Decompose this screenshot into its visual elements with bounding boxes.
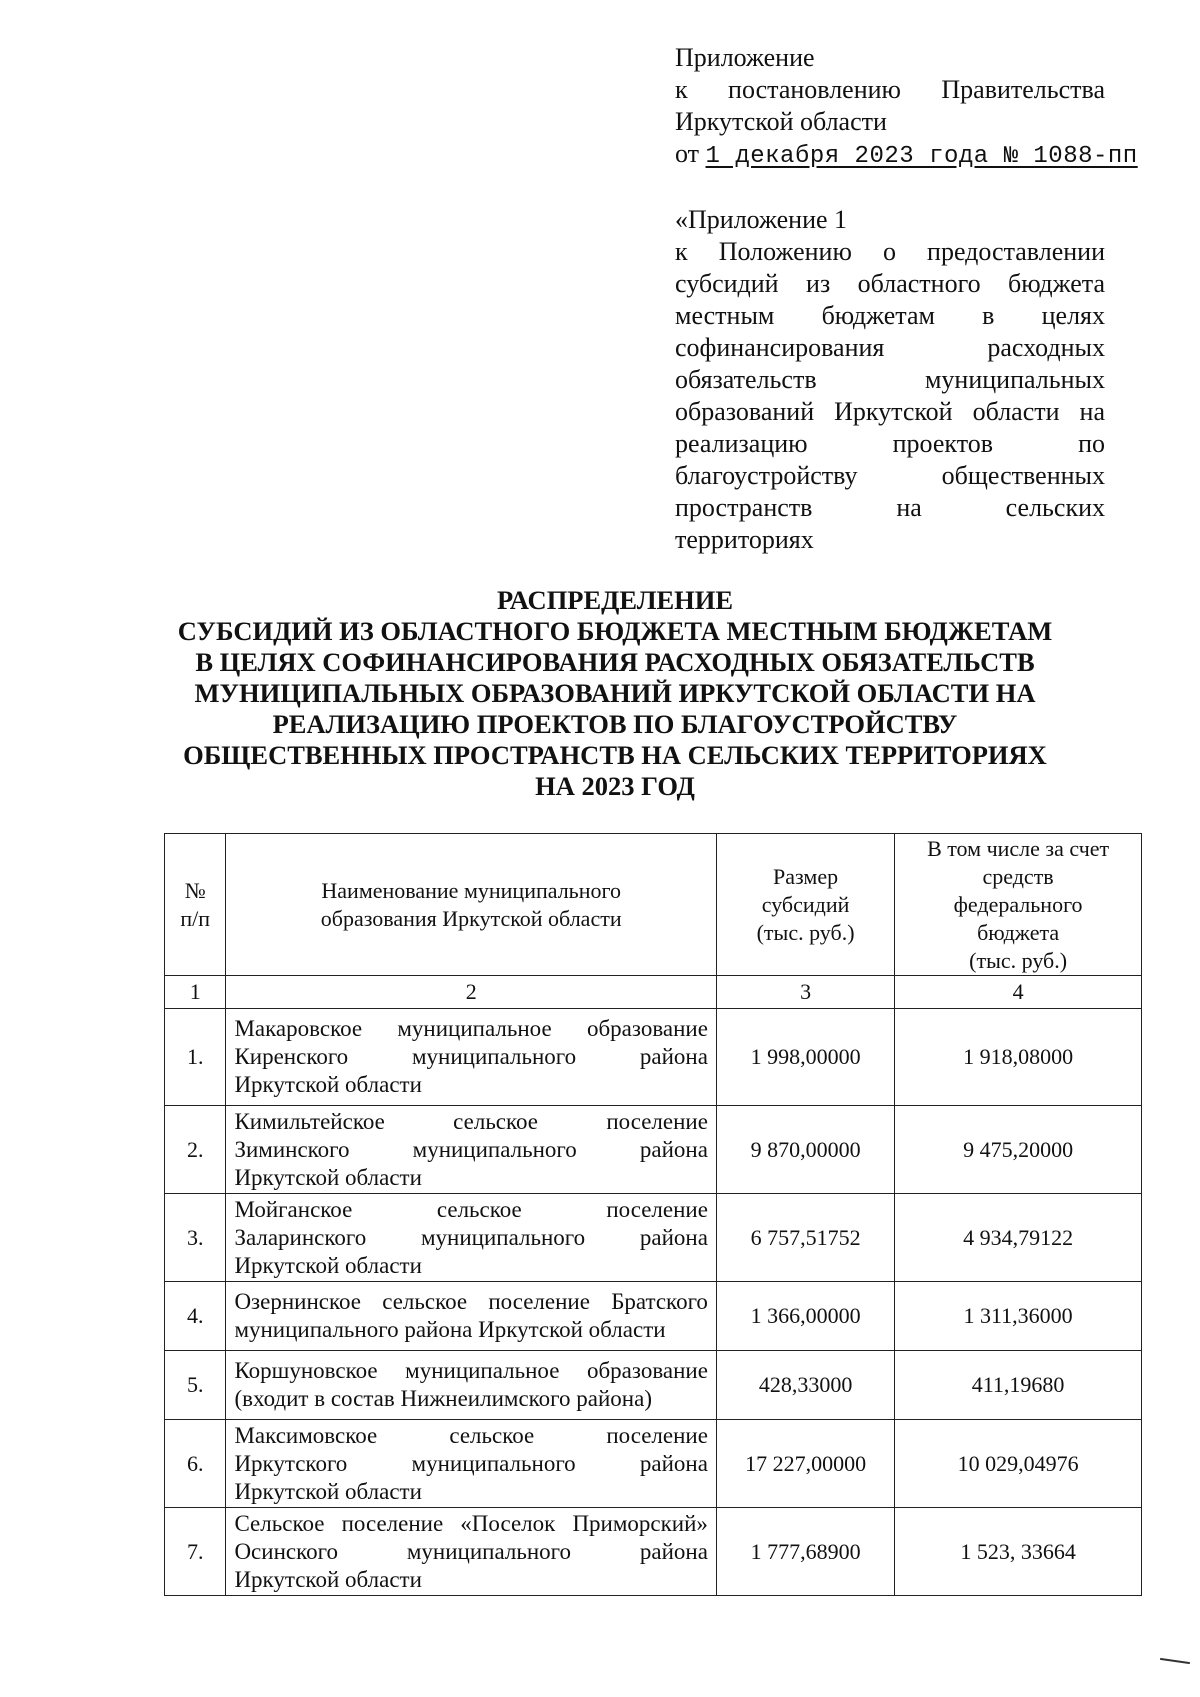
- municipality-name: [226, 1194, 717, 1282]
- municipality-name: [226, 1508, 717, 1596]
- appendix-line: обязательств муниципальных: [675, 365, 1105, 394]
- title-line: НА 2023 ГОД: [535, 771, 695, 801]
- federal-amount: 411,19680: [895, 1351, 1142, 1420]
- row-number: 6.: [165, 1420, 226, 1508]
- annex-resolution-ref: к постановлению Правительства: [675, 75, 1105, 104]
- subsidy-amount: 6 757,51752: [716, 1194, 894, 1282]
- federal-amount: 4 934,79122: [895, 1194, 1142, 1282]
- column-number: 4: [895, 976, 1142, 1009]
- appendix-line: софинансирования расходных: [675, 333, 1105, 362]
- subsidy-amount: 9 870,00000: [716, 1106, 894, 1194]
- header-text: Размер: [773, 863, 839, 889]
- name-line: Мойганское сельское поселение: [234, 1196, 708, 1222]
- subsidy-amount: 428,33000: [716, 1351, 894, 1420]
- federal-amount: 10 029,04976: [895, 1420, 1142, 1508]
- annex-header: [675, 42, 1138, 173]
- header-text: В том числе за счет: [927, 835, 1110, 861]
- name-line: Макаровское муниципальное образование: [234, 1016, 708, 1041]
- header-text: средств: [982, 863, 1054, 889]
- header-municipality: [226, 834, 717, 976]
- header-text: №: [184, 877, 206, 903]
- name-line: Киренского муниципального района: [234, 1044, 708, 1069]
- municipality-name: [226, 1106, 717, 1194]
- subsidy-amount: 1 366,00000: [716, 1282, 894, 1351]
- header-federal-share: [895, 834, 1142, 976]
- name-line: Заларинского муниципального района: [234, 1224, 708, 1250]
- header-subsidy-amount: [716, 834, 894, 976]
- appendix-line: образований Иркутской области на: [675, 397, 1105, 426]
- appendix-line: благоустройству общественных: [675, 461, 1105, 490]
- appendix-line: местным бюджетам в целях: [675, 301, 1105, 330]
- name-line: Озернинское сельское поселение Братского: [234, 1289, 708, 1314]
- name-line: Иркутской области: [234, 1478, 422, 1504]
- header-text: (тыс. руб.): [756, 919, 855, 945]
- column-number: 2: [226, 976, 717, 1009]
- name-line: (входит в состав Нижнеилимского района): [234, 1386, 652, 1411]
- name-line: Иркутской области: [234, 1072, 422, 1097]
- header-text: Наименование муниципального: [321, 877, 621, 903]
- appendix-line: пространств на сельских: [675, 493, 1105, 522]
- appendix-line: реализацию проектов по: [675, 429, 1105, 458]
- header-text: (тыс. руб.): [969, 947, 1068, 973]
- municipality-name: [226, 1009, 717, 1106]
- title-line: РАСПРЕДЕЛЕНИЕ: [496, 585, 734, 615]
- title-line: ОБЩЕСТВЕННЫХ ПРОСТРАНСТВ НА СЕЛЬСКИХ ТЕРРИТОРИЯХ: [183, 740, 1047, 770]
- table-row: [165, 1508, 1142, 1596]
- header-number: [165, 834, 226, 976]
- federal-amount: 1 311,36000: [895, 1282, 1142, 1351]
- row-number: 7.: [165, 1508, 226, 1596]
- name-line: Максимовское сельское поселение: [234, 1422, 708, 1448]
- header-text: субсидий: [761, 891, 850, 917]
- title-line: МУНИЦИПАЛЬНЫХ ОБРАЗОВАНИЙ ИРКУТСКОЙ ОБЛАСТИ НА: [194, 678, 1036, 708]
- row-number: 4.: [165, 1282, 226, 1351]
- row-number: 3.: [165, 1194, 226, 1282]
- table-row: [165, 1194, 1142, 1282]
- name-line: Зиминского муниципального района: [234, 1136, 708, 1162]
- annex-title: Приложение: [675, 43, 815, 72]
- header-text: федерального: [953, 891, 1083, 917]
- document-title: [120, 585, 1110, 802]
- subsidy-amount: 1 777,68900: [716, 1508, 894, 1596]
- table-row: [165, 1009, 1142, 1106]
- header-text: бюджета: [977, 919, 1060, 945]
- appendix-line: «Приложение 1: [675, 205, 848, 234]
- table-row: [165, 1106, 1142, 1194]
- annex-date-value: 1 декабря 2023 года № 1088-пп: [705, 143, 1138, 170]
- municipality-name: [226, 1351, 717, 1420]
- column-number: 3: [716, 976, 894, 1009]
- row-number: 5.: [165, 1351, 226, 1420]
- name-line: Иркутской области: [234, 1566, 422, 1592]
- name-line: муниципального района Иркутской области: [234, 1317, 666, 1342]
- annex-region: Иркутской области: [675, 107, 887, 136]
- name-line: Иркутского муниципального района: [234, 1450, 708, 1476]
- federal-amount: 1 523, 33664: [895, 1508, 1142, 1596]
- table-row: [165, 1351, 1142, 1420]
- row-number: 1.: [165, 1009, 226, 1106]
- federal-amount: 1 918,08000: [895, 1009, 1142, 1106]
- appendix-reference: [675, 204, 1105, 556]
- title-line: В ЦЕЛЯХ СОФИНАНСИРОВАНИЯ РАСХОДНЫХ ОБЯЗАТЕЛЬСТВ: [195, 647, 1035, 677]
- column-number: 1: [165, 976, 226, 1009]
- header-text: п/п: [180, 905, 211, 931]
- annex-date-line: [675, 138, 1138, 173]
- appendix-line: к Положению о предоставлении: [675, 237, 1105, 266]
- row-number: 2.: [165, 1106, 226, 1194]
- name-line: Кимильтейское сельское поселение: [234, 1108, 708, 1134]
- name-line: Иркутской области: [234, 1252, 422, 1278]
- municipality-name: [226, 1282, 717, 1351]
- appendix-line: субсидий из областного бюджета: [675, 269, 1105, 298]
- name-line: Коршуновское муниципальное образование: [234, 1358, 708, 1383]
- header-text: образования Иркутской области: [320, 905, 622, 931]
- table-row: [165, 1420, 1142, 1508]
- column-number-row: [165, 976, 1142, 1009]
- title-line: СУБСИДИЙ ИЗ ОБЛАСТНОГО БЮДЖЕТА МЕСТНЫМ БЮДЖЕТАМ: [177, 616, 1053, 646]
- federal-amount: 9 475,20000: [895, 1106, 1142, 1194]
- municipality-name: [226, 1420, 717, 1508]
- name-line: Сельское поселение «Поселок Приморский»: [234, 1510, 708, 1536]
- subsidy-amount: 17 227,00000: [716, 1420, 894, 1508]
- appendix-line: территориях: [675, 525, 814, 554]
- table-row: [165, 1282, 1142, 1351]
- annex-date-prefix: от: [675, 139, 700, 168]
- table-header-row: [165, 834, 1142, 976]
- title-line: РЕАЛИЗАЦИЮ ПРОЕКТОВ ПО БЛАГОУСТРОЙСТВУ: [272, 709, 958, 739]
- subsidy-amount: 1 998,00000: [716, 1009, 894, 1106]
- subsidy-distribution-table: [164, 833, 1142, 1596]
- scan-mark: [1160, 1658, 1190, 1664]
- name-line: Иркутской области: [234, 1164, 422, 1190]
- name-line: Осинского муниципального района: [234, 1538, 708, 1564]
